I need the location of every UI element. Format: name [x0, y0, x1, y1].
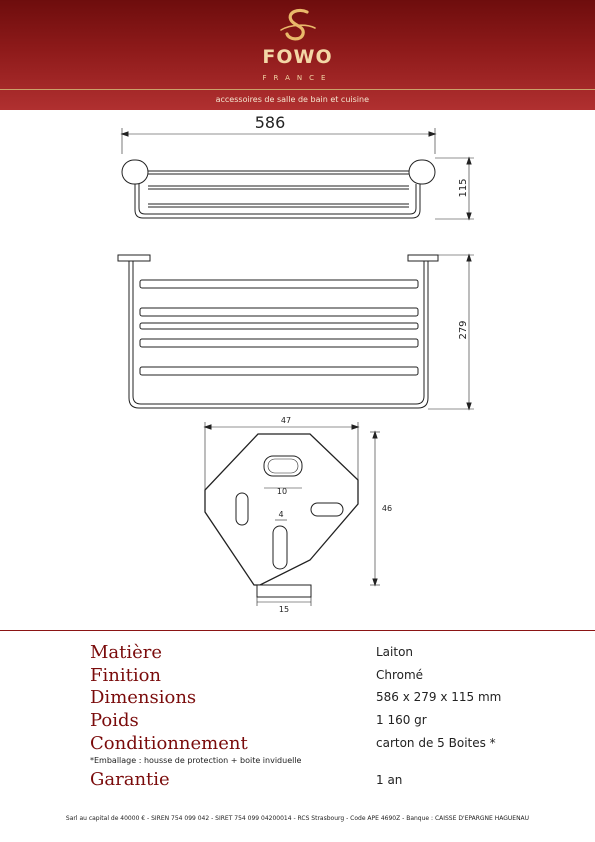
fowo-logo-icon: [277, 8, 319, 48]
dim-bracket-width-label: 47: [280, 416, 292, 425]
spec-value-dimensions: 586 x 279 x 115 mm: [376, 690, 502, 704]
dim-slot-small-label: 4: [278, 510, 284, 519]
spec-value-garantie: 1 an: [376, 773, 403, 787]
dim-bracket-bottom-label: 15: [278, 605, 290, 614]
company-footer: Sarl au capital de 40000 € - SIREN 754 099 042 - SIRET 754 099 04200014 - RCS Strasbourg - Code APE 4690Z - Banque : CAISSE D'EPARGNE HAGUENAU: [65, 815, 530, 822]
dim-width-label: 586: [254, 113, 286, 132]
spec-value-matiere: Laiton: [376, 645, 414, 659]
spec-label-dimensions: Dimensions: [90, 687, 197, 708]
spec-label-poids: Poids: [90, 710, 139, 731]
spec-label-finition: Finition: [90, 665, 162, 686]
technical-drawing: [0, 110, 595, 620]
page-header: [0, 0, 595, 110]
spec-value-poids: 1 160 gr: [376, 713, 427, 727]
dim-bracket-height-label: 46: [381, 504, 393, 513]
header-divider: [0, 89, 595, 90]
dim-height-label: 115: [458, 178, 469, 198]
spec-label-conditionnement: Conditionnement: [90, 733, 248, 754]
packaging-note: *Emballage : housse de protection + boite inviduelle: [90, 756, 302, 765]
brand-name: FOWO: [262, 46, 333, 68]
dim-slot-top-label: 10: [276, 487, 288, 496]
spec-label-matiere: Matière: [90, 642, 163, 663]
brand-tagline: accessoires de salle de bain et cuisine: [215, 95, 369, 104]
spec-divider: [0, 630, 595, 631]
dim-depth-label: 279: [458, 320, 469, 340]
brand-country: FRANCE: [262, 74, 333, 82]
spec-value-finition: Chromé: [376, 668, 424, 682]
spec-value-conditionnement: carton de 5 Boites *: [376, 736, 496, 750]
spec-label-garantie: Garantie: [90, 769, 170, 790]
